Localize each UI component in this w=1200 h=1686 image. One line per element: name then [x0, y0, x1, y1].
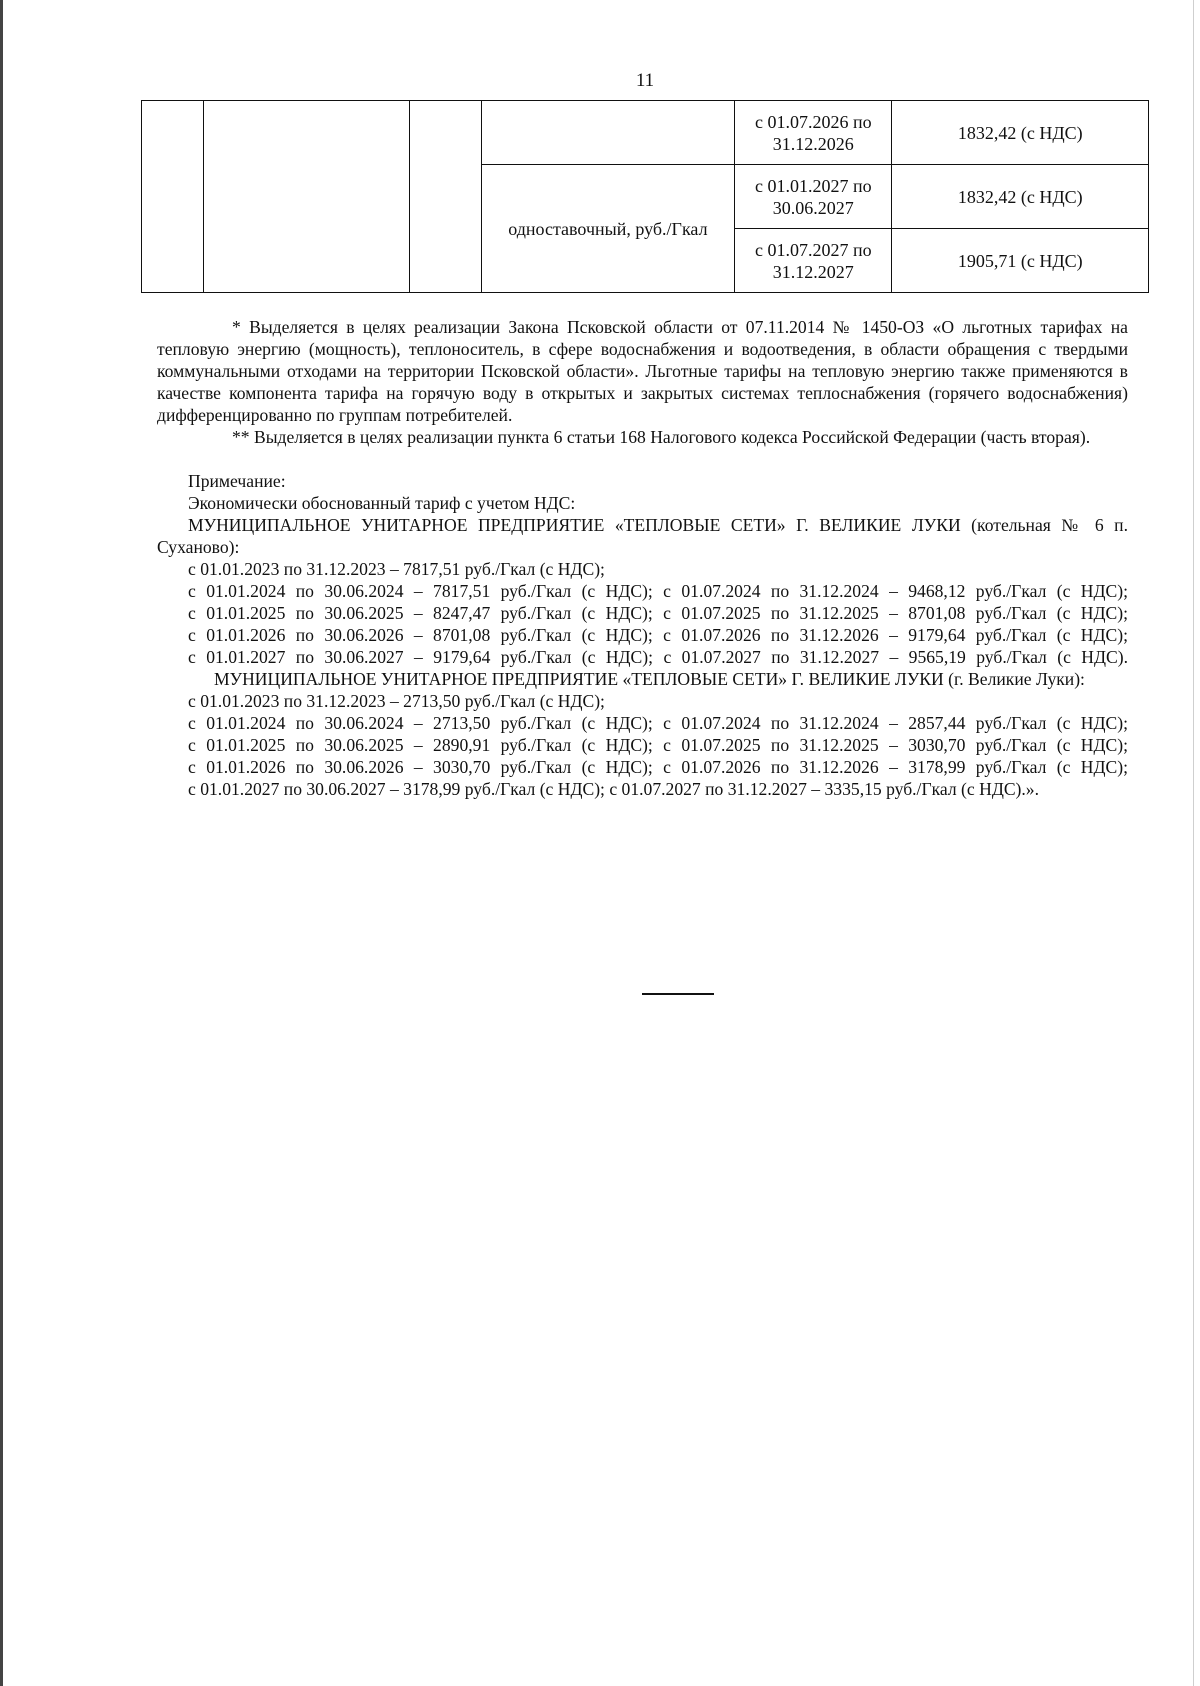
tariff-line: с 01.01.2025 по 30.06.2025 – 8247,47 руб./Гкал (с НДС); с 01.07.2025 по 31.12.2025 – 8701,08 руб./Гкал (с НДС);: [188, 603, 1128, 623]
period-cell: с 01.01.2027 по 30.06.2027: [735, 165, 892, 229]
tariff-table: [141, 100, 1149, 293]
tariff-line: с 01.01.2026 по 30.06.2026 – 3030,70 руб./Гкал (с НДС); с 01.07.2026 по 31.12.2026 – 3178,99 руб./Гкал (с НДС);: [188, 757, 1128, 777]
table-cell-empty: [204, 101, 409, 293]
value-cell: 1905,71 (с НДС): [892, 229, 1149, 293]
tariff-line: с 01.01.2026 по 30.06.2026 – 8701,08 руб./Гкал (с НДС); с 01.07.2026 по 31.12.2026 – 9179,64 руб./Гкал (с НДС);: [188, 625, 1128, 645]
note-subtitle: Экономически обоснованный тариф с учетом НДС:: [188, 493, 576, 513]
document-body: [157, 316, 1128, 800]
period-cell: с 01.07.2026 по 31.12.2026: [735, 101, 892, 165]
tariff-line: с 01.01.2025 по 30.06.2025 – 2890,91 руб./Гкал (с НДС); с 01.07.2025 по 31.12.2025 – 3030,70 руб./Гкал (с НДС);: [188, 735, 1128, 755]
value-cell: 1832,42 (с НДС): [892, 165, 1149, 229]
footnote-1: * Выделяется в целях реализации Закона Псковской области от 07.11.2014 № 1450-ОЗ «О льготных тарифах на тепловую энергию (мощность), теплоноситель, в сфере водоснабжения и водоотведения, в области обращения с твердыми коммунальными отходами на территории Псковской области». Льготные тарифы на тепловую энергию также применяются в качестве компонента тарифа на горячую воду в открытых и закрытых системах теплоснабжения (горячего водоснабжения) дифференцированно по группам потребителей.: [157, 317, 1128, 425]
org-2-heading: МУНИЦИПАЛЬНОЕ УНИТАРНОЕ ПРЕДПРИЯТИЕ «ТЕПЛОВЫЕ СЕТИ» Г. ВЕЛИКИЕ ЛУКИ (г. Великие Луки):: [214, 669, 1085, 689]
footnote-2: ** Выделяется в целях реализации пункта 6 статьи 168 Налогового кодекса Российской Федерации (часть вторая).: [232, 427, 1091, 447]
scan-edge: [0, 0, 3, 1686]
period-cell: с 01.07.2027 по 31.12.2027: [735, 229, 892, 293]
table-cell-empty: [481, 101, 735, 165]
table-cell-empty: [409, 101, 481, 293]
table-cell-empty: [142, 101, 204, 293]
note-title: Примечание:: [188, 471, 286, 491]
tariff-line-final: с 01.01.2027 по 30.06.2027 – 3178,99 руб./Гкал (с НДС); с 01.07.2027 по 31.12.2027 – 3335,15 руб./Гкал (с НДС).».: [188, 779, 1040, 799]
tariff-line: с 01.01.2027 по 30.06.2027 – 9179,64 руб./Гкал (с НДС); с 01.07.2027 по 31.12.2027 – 9565,19 руб./Гкал (с НДС).: [188, 647, 1128, 667]
tariff-line: с 01.01.2024 по 30.06.2024 – 2713,50 руб./Гкал (с НДС); с 01.07.2024 по 31.12.2024 – 2857,44 руб./Гкал (с НДС);: [188, 713, 1128, 733]
org-1-heading: МУНИЦИПАЛЬНОЕ УНИТАРНОЕ ПРЕДПРИЯТИЕ «ТЕПЛОВЫЕ СЕТИ» Г. ВЕЛИКИЕ ЛУКИ (котельная № 6 п. Суханово):: [157, 515, 1128, 557]
tariff-line: с 01.01.2023 по 31.12.2023 – 2713,50 руб./Гкал (с НДС);: [188, 691, 605, 711]
table-row: [142, 101, 1149, 165]
tariff-line: с 01.01.2024 по 30.06.2024 – 7817,51 руб./Гкал (с НДС); с 01.07.2024 по 31.12.2024 – 9468,12 руб./Гкал (с НДС);: [188, 581, 1128, 601]
tariff-line: с 01.01.2023 по 31.12.2023 – 7817,51 руб./Гкал (с НДС);: [188, 559, 605, 579]
scan-edge-right: [1193, 0, 1194, 1686]
value-cell: 1832,42 (с НДС): [892, 101, 1149, 165]
end-rule: [642, 993, 714, 995]
page-number: 11: [635, 70, 655, 91]
tariff-type-cell: одноставочный, руб./Гкал: [481, 165, 735, 293]
